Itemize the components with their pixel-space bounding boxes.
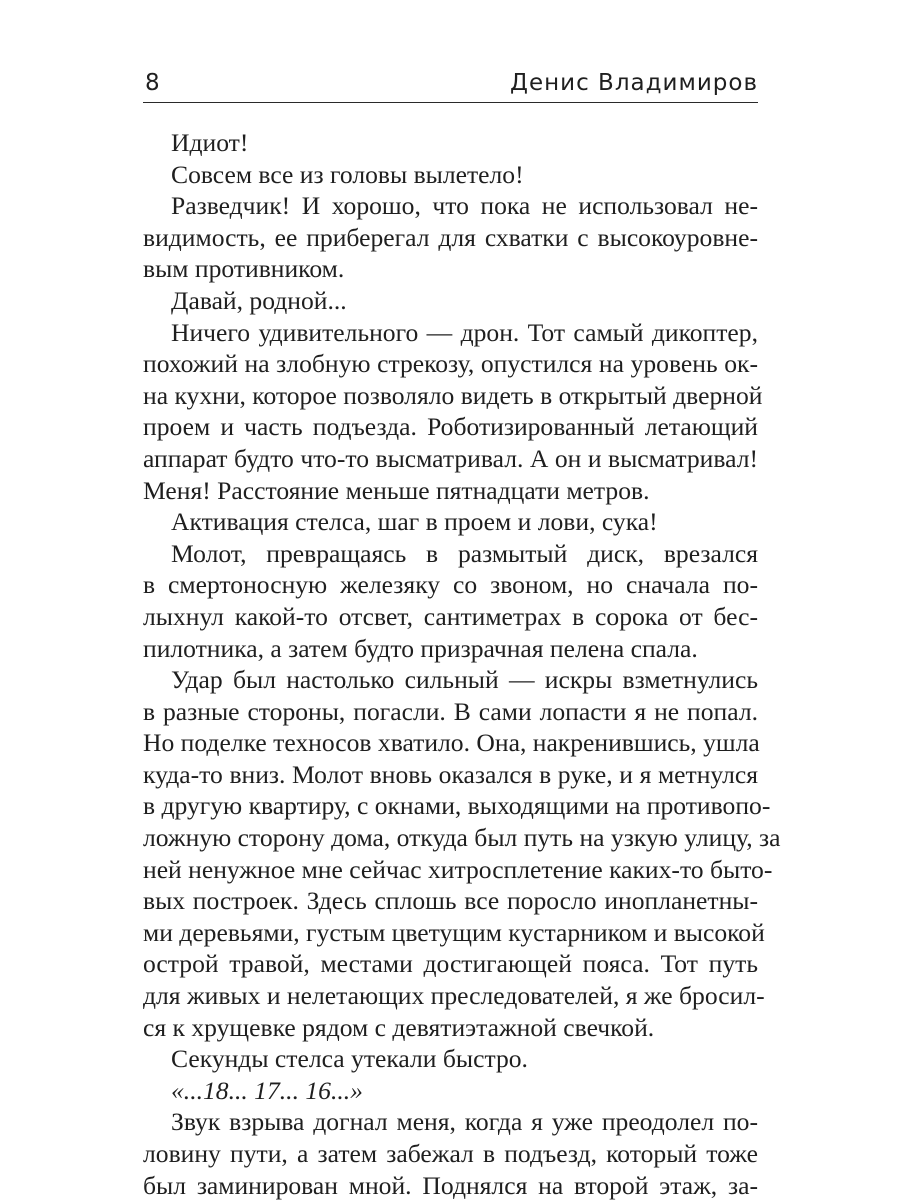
- text-line: на кухни, которое позволяло видеть в открытый дверной: [143, 380, 763, 410]
- text-line: ложную сторону дома, откуда был путь на узкую улицу, за: [143, 823, 781, 853]
- text-line: Молот, превращаясь в размытый диск, врезался: [171, 538, 758, 568]
- text-line: для живых и нелетающих преследователей, я же бросил-: [143, 981, 765, 1011]
- text-line: похожий на злобную стрекозу, опустился на уровень ок-: [143, 349, 758, 379]
- page-header: [143, 64, 758, 103]
- body-text: [143, 127, 781, 1201]
- text-line: пилотника, а затем будто призрачная пелена спала.: [143, 633, 698, 663]
- text-line: ловину пути, а затем забежал в подъезд, который тоже: [143, 1139, 758, 1168]
- text-line: Совсем все из головы вылетело!: [171, 159, 524, 189]
- text-line: вых построек. Здесь сплошь все поросло инопланетны-: [143, 886, 758, 916]
- text-line: вым противником.: [143, 254, 345, 284]
- text-line: аппарат будто что-то высматривал. А он и высматривал!: [143, 443, 758, 473]
- text-line: Секунды стелса утекали быстро.: [171, 1044, 528, 1074]
- text-line: был заминирован мной. Поднялся на второй этаж, за-: [143, 1170, 758, 1200]
- text-line: в другую квартиру, с окнами, выходящими на противопо-: [143, 791, 771, 821]
- text-line: ми деревьями, густым цветущим кустарником и высокой: [143, 917, 765, 947]
- page-number: 8: [145, 70, 160, 96]
- text-line: ся к хрущевке рядом с девятиэтажной свечкой.: [143, 1012, 655, 1042]
- running-head-author: Денис Владимиров: [509, 70, 758, 96]
- text-line: Давай, родной...: [171, 285, 347, 315]
- text-line: куда-то вниз. Молот вновь оказался в руке, и я метнулся: [143, 759, 758, 789]
- text-line: Звук взрыва догнал меня, когда я уже преодолел по-: [171, 1107, 758, 1137]
- text-line: ней ненужное мне сейчас хитросплетение каких-то быто-: [143, 854, 773, 884]
- text-line: Ничего удивительного — дрон. Тот самый дикоптер,: [171, 317, 758, 347]
- text-line: острой травой, местами достигающей пояса. Тот путь: [143, 949, 758, 979]
- text-line: лыхнул какой-то отсвет, сантиметрах в сорока от бес-: [143, 601, 758, 631]
- text-line: «...18... 17... 16...»: [171, 1075, 363, 1105]
- text-line: в смертоносную железяку со звоном, но сначала по-: [143, 570, 758, 600]
- text-line: Разведчик! И хорошо, что пока не использовал не-: [171, 191, 758, 221]
- text-line: Идиот!: [171, 128, 249, 157]
- text-line: видимость, ее приберегал для схватки с высокоуровне-: [143, 222, 758, 252]
- text-line: проем и часть подъезда. Роботизированный летающий: [143, 412, 758, 442]
- text-line: в разные стороны, погасли. В сами лопасти я не попал.: [143, 696, 758, 726]
- text-line: Активация стелса, шаг в проем и лови, сука!: [171, 507, 658, 537]
- text-line: Меня! Расстояние меньше пятнадцати метров.: [143, 475, 650, 505]
- text-line: Но поделке техносов хватило. Она, накренившись, ушла: [143, 728, 760, 758]
- text-line: Удар был настолько сильный — искры взметнулись: [171, 665, 758, 695]
